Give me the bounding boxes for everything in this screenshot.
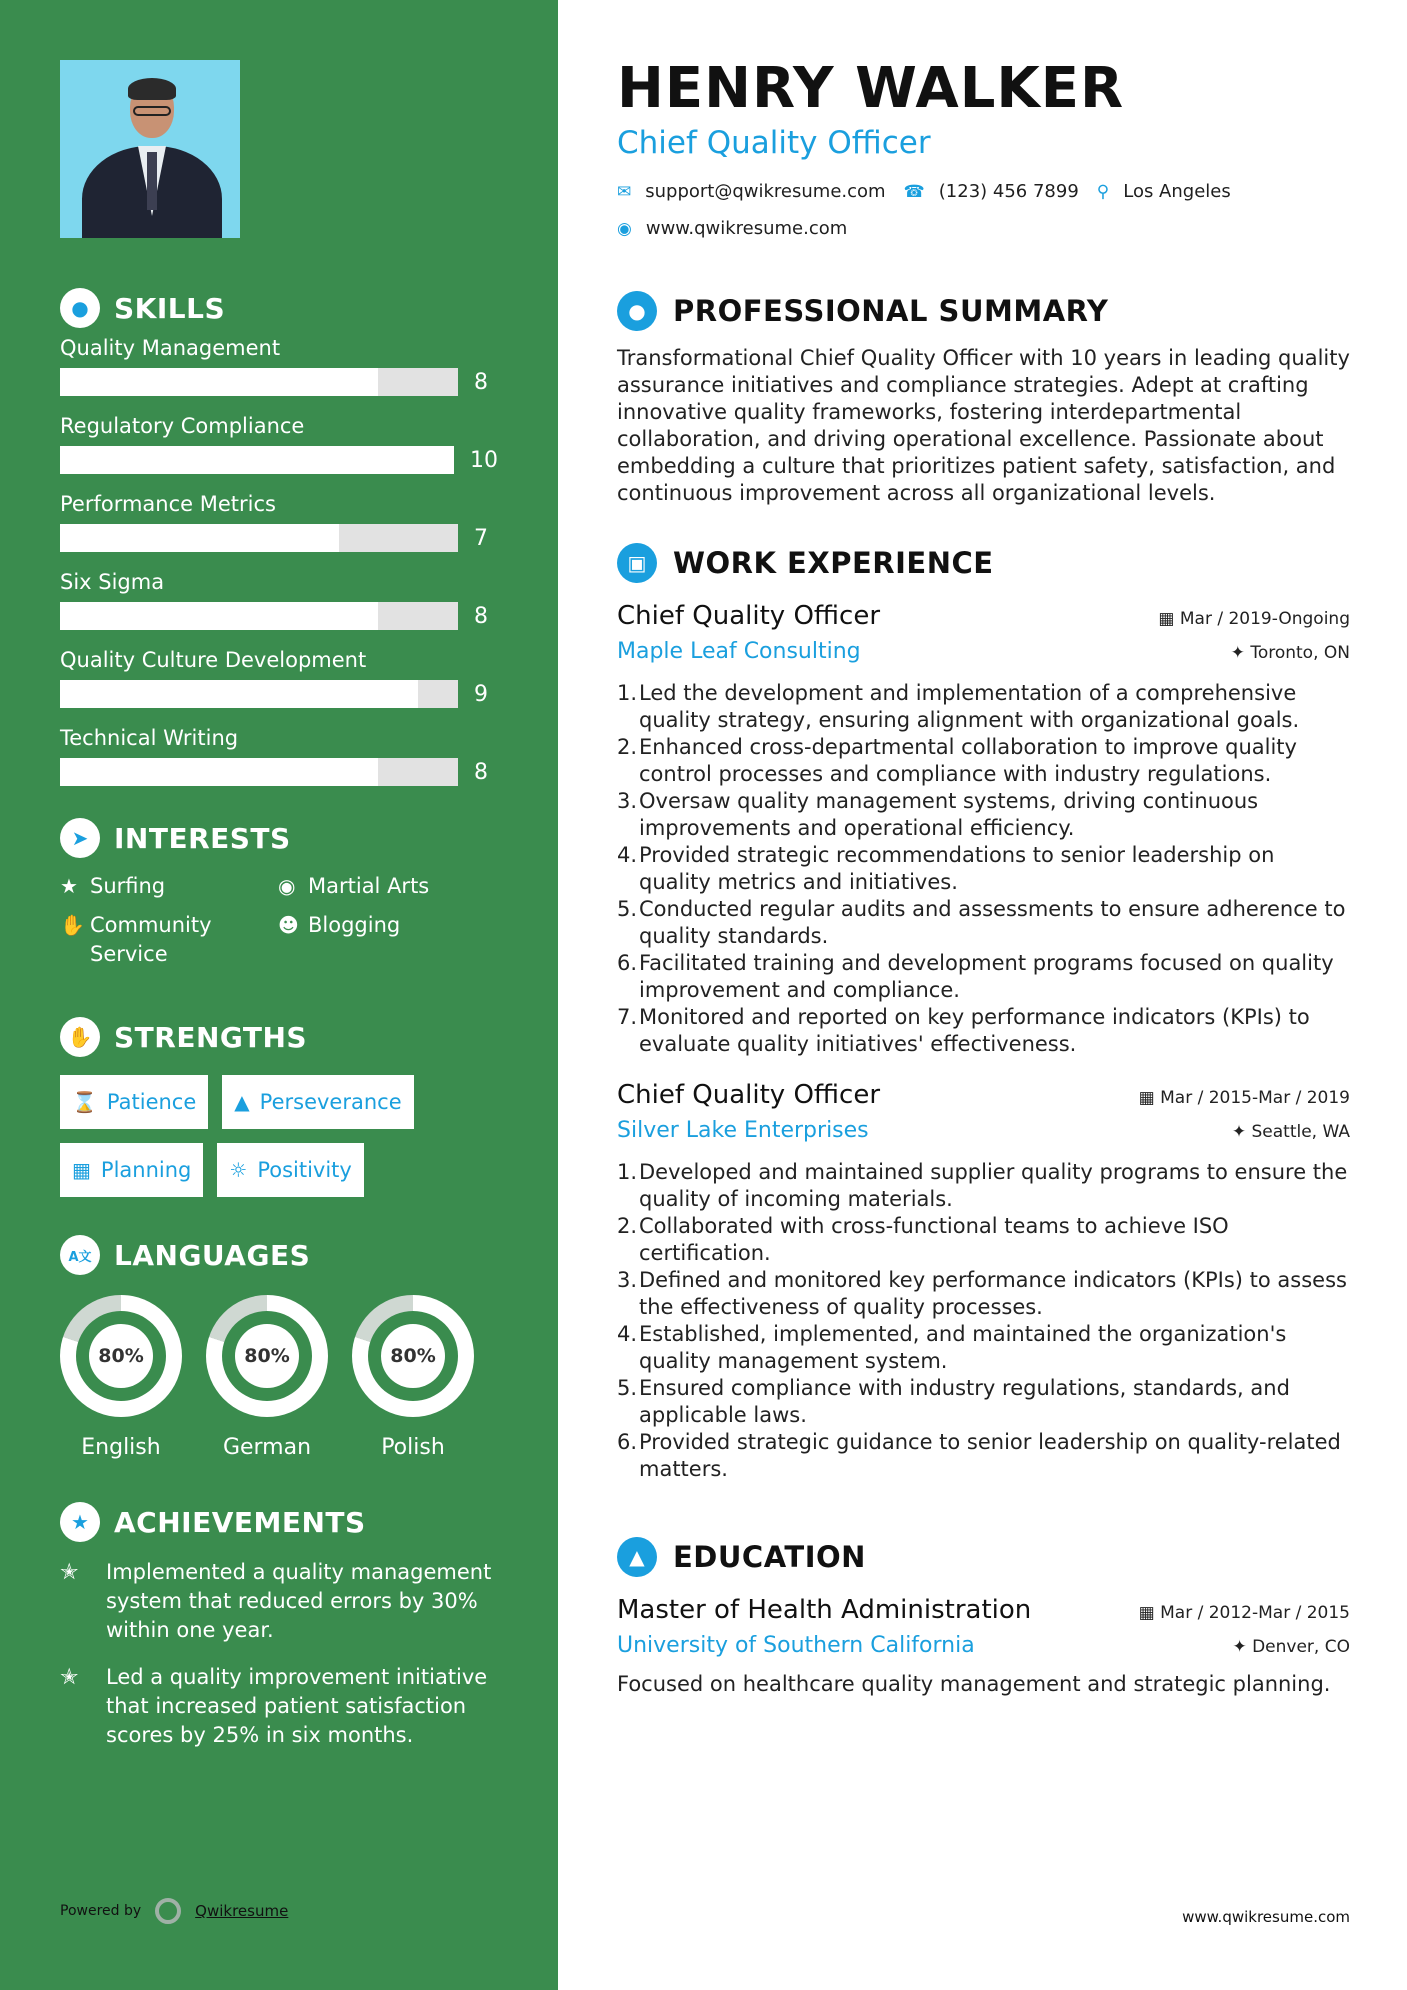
list-item: 2. Collaborated with cross-functional teams to achieve ISO certification. — [617, 1214, 1229, 1265]
powered-by — [60, 1898, 288, 1924]
language-name: Polish — [381, 1435, 445, 1460]
job-date: Mar / 2015-Mar / 2019 — [1160, 1088, 1350, 1108]
calendar-icon: ▦ — [72, 1158, 91, 1182]
strength-label: Planning — [100, 1158, 192, 1182]
qwikresume-logo-icon — [155, 1898, 181, 1924]
interest-item — [60, 872, 278, 901]
interest-item — [60, 911, 278, 969]
achievement-text: Implemented a quality management system that reduced errors by 30% within one year. — [106, 1560, 492, 1642]
skill-value: 8 — [474, 759, 488, 785]
phone-text: (123) 456 7899 — [938, 181, 1079, 202]
education-date: Mar / 2012-Mar / 2015 — [1160, 1603, 1350, 1623]
skill-name: Performance Metrics — [60, 492, 276, 516]
list-item: 1. Developed and maintained supplier quality programs to ensure the quality of incoming materials. — [617, 1160, 1348, 1211]
job-date: Mar / 2019-Ongoing — [1179, 609, 1350, 629]
candidate-title: Chief Quality Officer — [617, 125, 931, 161]
education-entry — [617, 1595, 1350, 1696]
interests-header — [60, 818, 498, 858]
language-level: 80% — [381, 1324, 445, 1388]
summary-text: Transformational Chief Quality Officer with 10 years in leading quality assurance initiatives and compliance strategies. Adept at crafting innovative quality frameworks, fostering interdepartmental collaboration, and driving operational excellence. Passionate about embedding a culture that prioritizes patient safety, satisfaction, and continuous improvement across all organizational levels. — [617, 346, 1350, 505]
strengths-title: STRENGTHS — [114, 1020, 308, 1054]
skill-value: 8 — [474, 603, 488, 629]
calendar-icon: ▦ — [1158, 609, 1180, 629]
list-item: 4. Established, implemented, and maintained the organization's quality management system. — [617, 1322, 1287, 1373]
main-content — [617, 0, 1350, 1696]
list-item: 6. Provided strategic guidance to senior leadership on quality-related matters. — [617, 1430, 1341, 1481]
interests-list — [60, 872, 498, 969]
skill-name: Technical Writing — [60, 726, 239, 750]
skill-bar — [60, 446, 454, 474]
skill-bar — [60, 524, 458, 552]
language-ring — [352, 1295, 474, 1417]
list-item: 3. Defined and monitored key performance indicators (KPIs) to assess the effectiveness of quality processes. — [617, 1268, 1347, 1319]
achievement-item — [60, 1663, 498, 1750]
list-item: 4. Provided strategic recommendations to senior leadership on quality metrics and initiatives. — [617, 843, 1275, 894]
skills-list — [60, 336, 498, 786]
job-location: Toronto, ON — [1250, 643, 1350, 663]
website-row — [617, 218, 1350, 239]
sun-icon: ☼ — [229, 1158, 248, 1182]
company-name: Maple Leaf Consulting — [617, 639, 861, 664]
phone-icon: ☎ — [903, 181, 925, 202]
education-description: Focused on healthcare quality management and strategic planning. — [617, 1672, 1331, 1696]
star-badge-icon: ★ — [60, 1502, 100, 1542]
list-item: 6. Facilitated training and development programs focused on quality improvement and compliance. — [617, 951, 1334, 1002]
skill-item — [60, 570, 498, 630]
list-item: 5. Conducted regular audits and assessments to ensure adherence to quality standards. — [617, 897, 1346, 948]
strength-label: Patience — [106, 1090, 197, 1114]
paper-plane-icon: ➤ — [60, 818, 100, 858]
strengths-list — [60, 1075, 500, 1197]
list-item: 1. Led the development and implementation of a comprehensive quality strategy, ensuring alignment with organizational goals. — [617, 681, 1300, 732]
skill-item — [60, 726, 498, 786]
experience-header — [617, 543, 1350, 583]
list-item: 2. Enhanced cross-departmental collaboration to improve quality control processes and compliance with industry regulations. — [617, 735, 1297, 786]
user-icon: ● — [617, 291, 657, 331]
strength-label: Perseverance — [259, 1090, 402, 1114]
briefcase-icon: ▣ — [617, 543, 657, 583]
education-title: EDUCATION — [673, 1540, 866, 1574]
list-item: 5. Ensured compliance with industry regulations, standards, and applicable laws. — [617, 1376, 1290, 1427]
education-location: Denver, CO — [1252, 1637, 1350, 1657]
pin-icon: ✦ — [1230, 643, 1251, 663]
shooting-star-icon: ✭ — [60, 1665, 79, 1690]
language-name: German — [222, 1435, 312, 1460]
degree-title: Master of Health Administration — [617, 1595, 1032, 1625]
skill-bar — [60, 680, 458, 708]
contact-row — [617, 181, 1350, 202]
calendar-icon: ▦ — [1138, 1603, 1161, 1623]
languages-header — [60, 1235, 498, 1275]
language-name: English — [81, 1435, 161, 1460]
achievements-header — [60, 1502, 498, 1542]
skill-name: Quality Management — [60, 336, 281, 360]
star-icon: ★ — [60, 874, 78, 898]
strength-label: Positivity — [257, 1158, 352, 1182]
shooting-star-icon: ✭ — [60, 1560, 79, 1585]
languages-title: LANGUAGES — [114, 1238, 311, 1272]
road-icon: ▲ — [234, 1090, 250, 1114]
hourglass-icon: ⌛ — [72, 1090, 97, 1114]
achievement-item — [60, 1558, 498, 1645]
language-ring — [206, 1295, 328, 1417]
language-ring — [60, 1295, 182, 1417]
fist-icon: ✋ — [60, 1017, 100, 1057]
skill-value: 7 — [474, 525, 488, 551]
sidebar — [0, 0, 558, 1990]
skills-header — [60, 288, 498, 328]
location-text: Los Angeles — [1123, 181, 1231, 202]
interest-label: Community Service — [90, 913, 212, 966]
language-item — [60, 1295, 206, 1460]
summary-header — [617, 291, 1350, 331]
skill-bar — [60, 368, 458, 396]
languages-list — [60, 1295, 498, 1460]
language-level: 80% — [89, 1324, 153, 1388]
job-entry — [617, 1080, 1350, 1483]
map-pin-icon: ⚲ — [1096, 181, 1110, 202]
experience-title: WORK EXPERIENCE — [673, 546, 994, 580]
interest-label: Martial Arts — [308, 874, 430, 898]
achievements-list — [60, 1558, 498, 1750]
job-entry — [617, 601, 1350, 1058]
language-level: 80% — [235, 1324, 299, 1388]
job-title: Chief Quality Officer — [617, 1080, 881, 1110]
pin-icon: ✦ — [1232, 1637, 1253, 1657]
pin-icon: ✦ — [1231, 1122, 1252, 1142]
skill-item — [60, 492, 498, 552]
powered-by-label: Powered by — [60, 1903, 142, 1919]
education-header — [617, 1537, 1350, 1577]
school-name: University of Southern California — [617, 1633, 975, 1658]
calendar-icon: ▦ — [1138, 1088, 1161, 1108]
language-item — [352, 1295, 498, 1460]
skills-title: SKILLS — [114, 291, 226, 325]
skill-name: Regulatory Compliance — [60, 414, 305, 438]
list-item: 7. Monitored and reported on key performance indicators (KPIs) to evaluate quality initiatives' effectiveness. — [617, 1005, 1310, 1056]
graduation-cap-icon: ▲ — [617, 1537, 657, 1577]
language-icon: A文 — [60, 1235, 100, 1275]
candidate-name: HENRY WALKER — [617, 56, 1125, 121]
summary-title: PROFESSIONAL SUMMARY — [673, 294, 1109, 328]
email-link[interactable]: support@qwikresume.com — [645, 181, 886, 202]
job-title: Chief Quality Officer — [617, 601, 881, 631]
strength-tag — [60, 1143, 203, 1197]
achievement-text: Led a quality improvement initiative that increased patient satisfaction scores by 25% in six months. — [106, 1665, 488, 1747]
skill-value: 8 — [474, 369, 488, 395]
people-icon: ☻ — [278, 913, 299, 937]
list-item: 3. Oversaw quality management systems, driving continuous improvements and operational efficiency. — [617, 789, 1259, 840]
strength-tag — [222, 1075, 413, 1129]
website-link[interactable]: www.qwikresume.com — [645, 218, 848, 239]
skill-bar — [60, 602, 458, 630]
achievements-title: ACHIEVEMENTS — [114, 1505, 366, 1539]
skill-item — [60, 414, 498, 474]
interest-label: Blogging — [308, 913, 401, 937]
skill-name: Six Sigma — [60, 570, 165, 594]
strength-tag — [217, 1143, 363, 1197]
job-location: Seattle, WA — [1251, 1122, 1350, 1142]
hand-icon: ✋ — [60, 913, 85, 937]
interest-item — [278, 911, 478, 969]
globe-icon: ◉ — [278, 874, 296, 898]
lightbulb-icon: ● — [60, 288, 100, 328]
qwikresume-link[interactable]: Qwikresume — [195, 1902, 289, 1920]
job-bullets — [617, 1159, 1350, 1483]
footer-website[interactable]: www.qwikresume.com — [1182, 1908, 1350, 1926]
envelope-icon: ✉ — [617, 181, 632, 202]
interest-item — [278, 872, 478, 901]
skill-item — [60, 336, 498, 396]
company-name: Silver Lake Enterprises — [617, 1118, 869, 1143]
skill-name: Quality Culture Development — [60, 648, 367, 672]
strength-tag — [60, 1075, 208, 1129]
job-bullets — [617, 680, 1350, 1058]
skill-bar — [60, 758, 458, 786]
skill-value: 9 — [474, 681, 488, 707]
profile-photo — [60, 60, 240, 238]
interests-title: INTERESTS — [114, 821, 291, 855]
skill-value: 10 — [470, 447, 498, 473]
strengths-header — [60, 1017, 498, 1057]
skill-item — [60, 648, 498, 708]
globe-icon: ◉ — [617, 218, 632, 239]
interest-label: Surfing — [90, 874, 166, 898]
language-item — [206, 1295, 352, 1460]
